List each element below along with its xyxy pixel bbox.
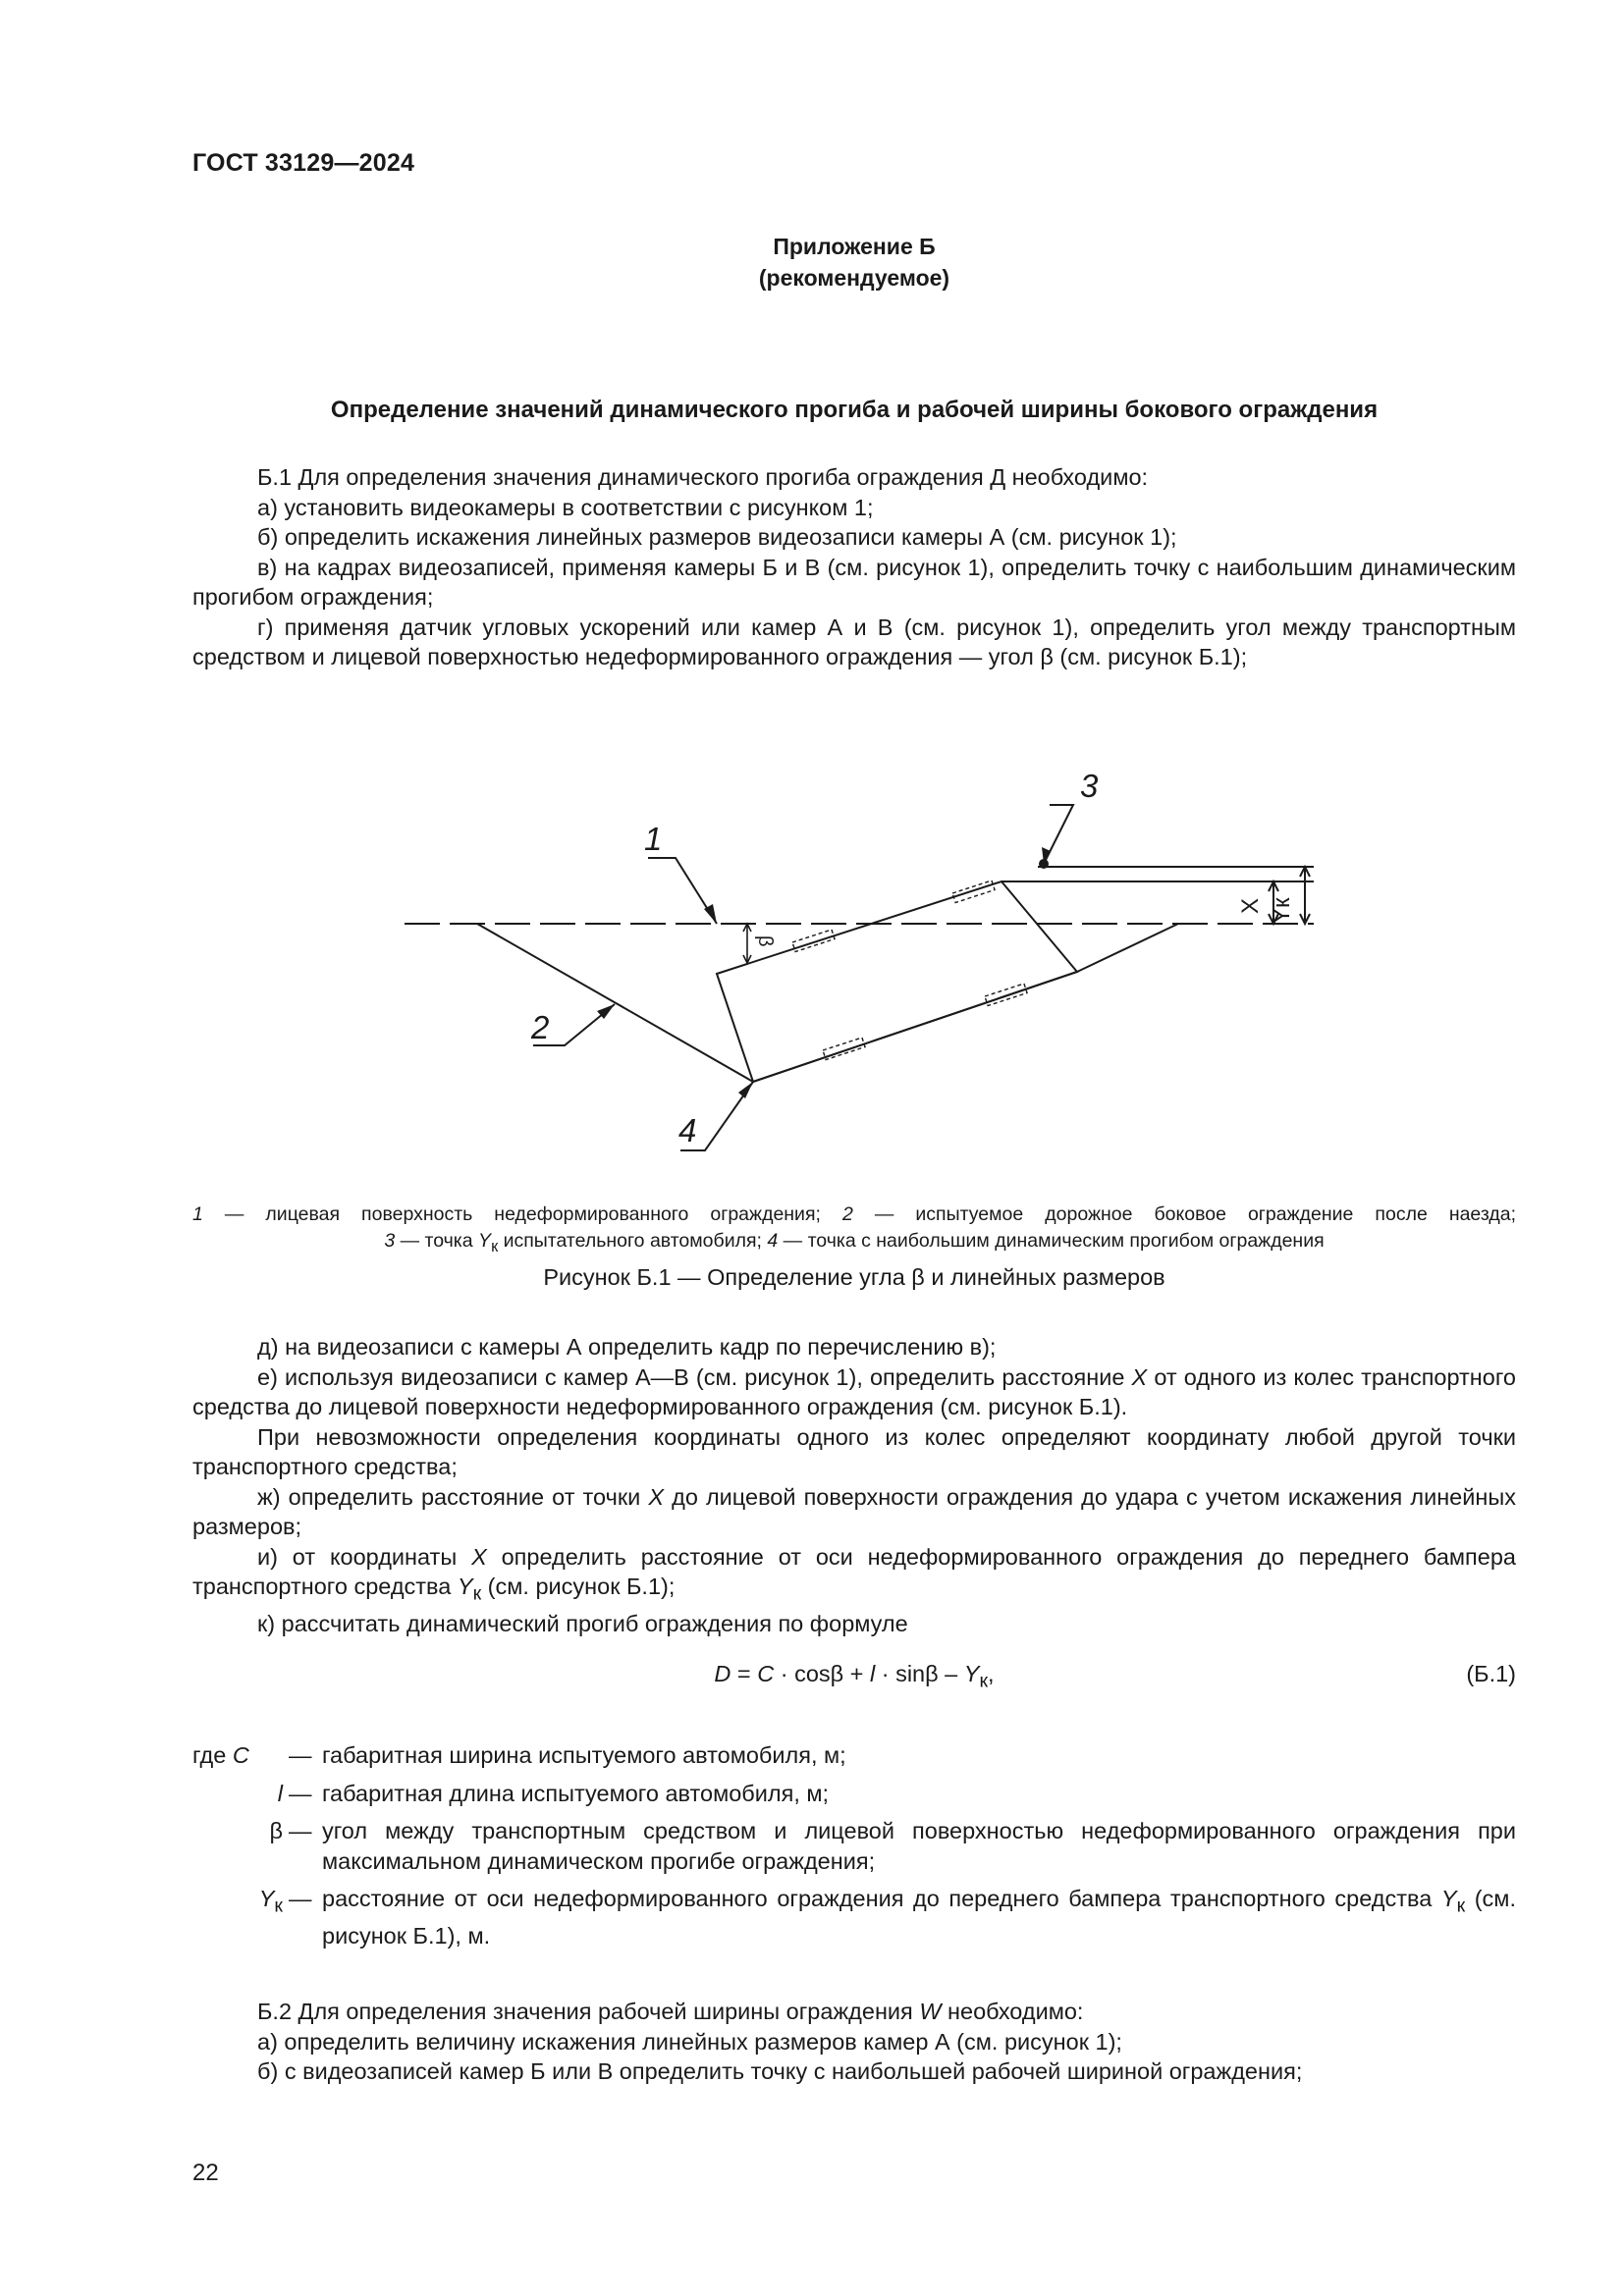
b1-intro: Б.1 Для определения значения динамического прогиба ограждения Д необходимо: [257,464,1149,490]
step-zh-text-a: ж) определить расстояние от точки [257,1483,649,1510]
caption-num-2: 2 [841,1203,853,1225]
caption-text-4: — точка с наибольшим динамическим прогибом ограждения [778,1230,1325,1252]
definition-beta-symbol: β [269,1818,283,1843]
b2-block [192,1997,1516,2087]
definition-c-dash: — [289,1742,312,1768]
b1-item-g: г) применяя датчик угловых ускорений или камер А и В (см. рисунок 1), определить угол между транспортным средством и лицевой поверхностью недеформированного ограждения — угол β (см. рисунок Б.1); [192,614,1516,669]
definition-beta-dash: — [289,1818,312,1843]
formula-sub: к [979,1670,989,1692]
definition-l-text: габаритная длина испытуемого автомобиля, м; [322,1780,830,1806]
step-i-y: Y [457,1574,473,1599]
caption-num-4: 4 [767,1230,779,1252]
point-yk-marker [1039,859,1049,869]
definition-c [192,1740,1516,1771]
label-2: 2 [531,1009,550,1045]
step-i-text-c: (см. рисунок Б.1); [481,1574,676,1599]
definition-yk-text-y: Y [1440,1886,1457,1911]
step-e [192,1362,1516,1422]
b1-item-b: б) определить искажения линейных размеров видеозаписи камеры А (см. рисунок 1); [257,524,1177,550]
document-header: ГОСТ 33129—2024 [192,149,415,177]
caption-yk-subscript: к [491,1237,499,1255]
caption-yk-symbol: Y [478,1230,492,1252]
step-i-text-a: и) от координаты [257,1543,472,1570]
step-k: к) рассчитать динамический прогиб ограждения по формуле [257,1611,908,1637]
step-e-x: X [1131,1363,1148,1390]
page-number: 22 [192,2160,219,2186]
definition-yk-text [322,1884,1516,1951]
b2-intro-text-a: Б.2 Для определения значения рабочей ширины ограждения [257,1999,920,2024]
definitions-where: где [192,1742,233,1768]
caption-text-3b: испытательного автомобиля; [498,1230,768,1252]
step-e-text-b: от одного из колес транспортного средства до лицевой поверхности недеформированного ограждения (см. рисунок Б.1). [192,1363,1516,1419]
step-zh-x: X [648,1483,665,1510]
leader-4-arrowhead [738,1082,753,1098]
b2-intro-w: W [919,1999,942,2024]
step-i-sub: к [472,1582,482,1605]
step-i-text-b: определить расстояние от оси недеформированного ограждения до переднего бампера транспортного средства [192,1543,1516,1599]
caption-num-3: 3 [384,1230,396,1252]
label-3: 3 [1080,768,1099,804]
caption-line-1 [192,1201,1516,1228]
formula-c: C [757,1661,775,1686]
steps-block [192,1332,1516,1639]
definition-yk-symbol [192,1884,289,1951]
formula-expression [192,1661,1516,1693]
label-x: X [1237,897,1264,914]
definition-yk [192,1884,1516,1951]
label-yk: Yк [1269,897,1295,924]
b1-item-a: а) установить видеокамеры в соответствии с рисунком 1; [257,494,874,520]
appendix-title: Приложение Б [773,234,936,259]
step-e-text-a: е) используя видеозаписи с камер А—В (см. рисунок 1), определить расстояние [257,1363,1132,1390]
definition-yk-sym: Y [258,1886,275,1911]
b1-item-v: в) на кадрах видеозаписей, применяя камеры Б и В (см. рисунок 1), определить точку с наибольшим динамическим прогибом ограждения; [192,554,1516,610]
step-zh-text-b: до лицевой поверхности ограждения до удара с учетом искажения линейных размеров; [192,1483,1516,1539]
definition-yk-text-sub: к [1456,1895,1466,1917]
definition-c-sym: C [232,1742,249,1768]
formula-y: Y [963,1661,980,1686]
label-1: 1 [644,821,663,857]
definition-yk-text-b: (см. рисунок Б.1), м. [322,1886,1516,1949]
formula-number: (Б.1) [1466,1661,1516,1686]
formula-end: , [988,1661,995,1686]
b2-intro [192,1997,1516,2027]
definition-beta-text: угол между транспортным средством и лицевой поверхностью недеформированного ограждения при максимальном динамическом прогибе ограждения; [322,1818,1516,1874]
deformed-barrier-line [477,924,1178,1082]
caption-line-2 [192,1228,1516,1260]
wheel-front-bottom [985,984,1027,1005]
formula-l: l [869,1661,876,1686]
definition-l-symbol [192,1779,289,1809]
wheel-rear-top [792,930,835,951]
definition-l [192,1779,1516,1809]
b2-intro-text-b: необходимо: [941,1999,1084,2024]
step-zh [192,1482,1516,1542]
step-note: При невозможности определения координаты одного из колес определяют координату любой другой точки транспортного средства; [192,1423,1516,1479]
step-d: д) на видеозаписи с камеры А определить кадр по перечислению в); [257,1334,997,1360]
formula-eq: = [731,1661,758,1686]
definition-yk-dash: — [289,1886,312,1911]
b2-item-b: б) с видеозаписей камер Б или В определить точку с наибольшей рабочей шириной ограждения; [257,2058,1303,2084]
label-beta: β [754,935,776,947]
b2-item-a: а) определить величину искажения линейных размеров камер А (см. рисунок 1); [257,2028,1122,2055]
definition-beta [192,1816,1516,1876]
figure-title: Рисунок Б.1 — Определение угла β и линейных размеров [543,1264,1165,1290]
definition-l-sym: l [277,1780,283,1806]
definition-l-dash: — [289,1780,312,1806]
definition-c-symbol [192,1740,289,1771]
formula-b1 [192,1661,1516,1692]
caption-num-1: 1 [192,1203,203,1225]
leader-1 [648,858,717,924]
definition-yk-text-a: расстояние от оси недеформированного ограждения до переднего бампера транспортного средства [322,1886,1441,1911]
step-i [192,1542,1516,1610]
formula-cos: · cosβ + [774,1661,870,1686]
caption-text-2: — испытуемое дорожное боковое ограждение после наезда; [852,1203,1517,1225]
caption-text-3a: — точка [395,1230,479,1252]
section-title: Определение значений динамического прогиба и рабочей ширины бокового ограждения [330,397,1379,423]
formula-d: D [714,1661,731,1686]
figure-caption [192,1201,1516,1260]
definition-yk-sub: к [274,1895,283,1917]
appendix-subtitle: (рекомендуемое) [758,265,950,291]
formula-sin: · sinβ – [875,1661,964,1686]
caption-text-1: — лицевая поверхность недеформированного ограждения; [202,1203,842,1225]
definitions-list [192,1740,1516,1959]
vehicle-outline [717,881,1077,1082]
definition-c-text: габаритная ширина испытуемого автомобиля, м; [322,1742,846,1768]
step-i-x: X [471,1543,487,1570]
label-4: 4 [678,1112,697,1148]
